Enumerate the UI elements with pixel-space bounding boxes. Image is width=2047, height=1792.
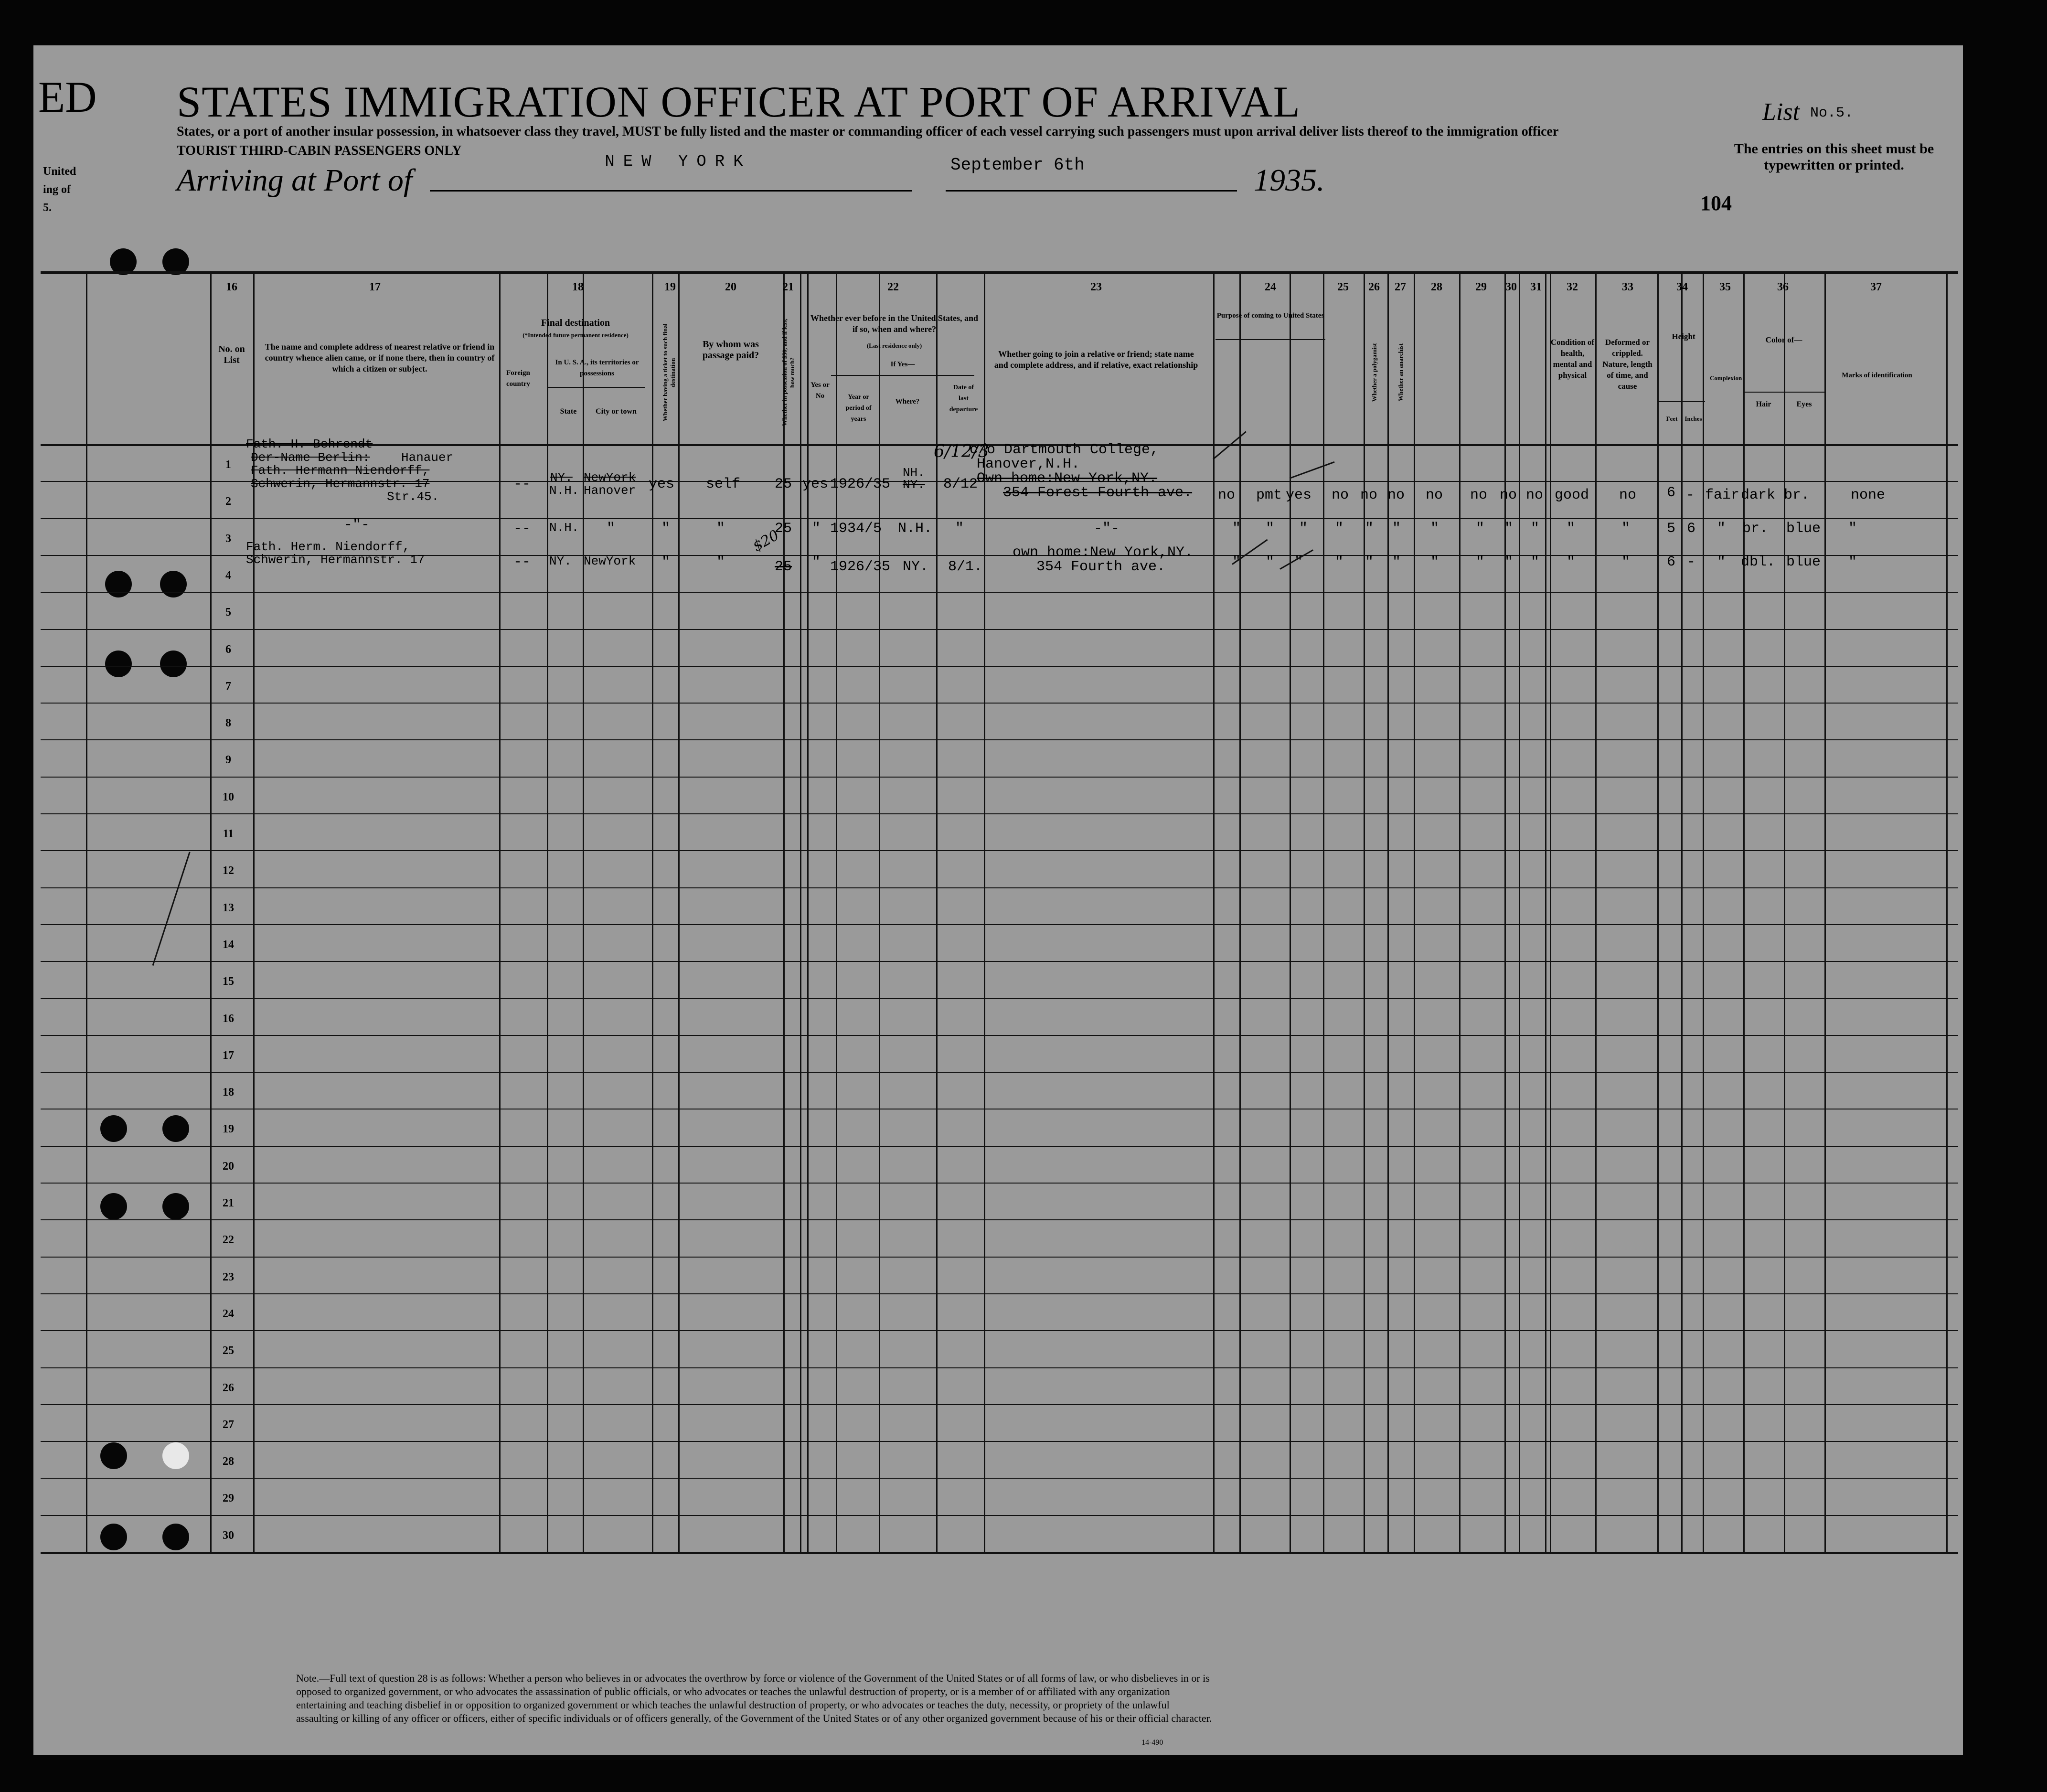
row-number: 9 xyxy=(225,754,231,767)
col-heading-anarchist: Whether an anarchist xyxy=(1397,343,1404,402)
row-rule xyxy=(41,518,1958,519)
join-address: own home:New York,NY. xyxy=(1013,544,1194,561)
foreign-country: -- xyxy=(513,476,531,492)
health: " xyxy=(1567,554,1576,570)
col31: " xyxy=(1531,554,1540,570)
passenger-class: TOURIST THIRD-CABIN PASSENGERS ONLY xyxy=(177,143,462,158)
column-rule xyxy=(783,271,785,1552)
column-number: 22 xyxy=(887,281,899,293)
list-number: No.5. xyxy=(1810,105,1854,121)
column-rule xyxy=(936,271,938,1552)
intend-to-reside: yes xyxy=(1286,487,1312,503)
column-rule xyxy=(1743,271,1745,1552)
col-heading-height: Height xyxy=(1672,332,1695,341)
money: 25 xyxy=(775,559,792,575)
col-heading-color-of: Color of— xyxy=(1765,335,1802,344)
column-rule xyxy=(1703,271,1704,1552)
foreign-country: -- xyxy=(513,521,531,537)
city: Hanover xyxy=(584,483,636,498)
list-note: The entries on this sheet must be typewritten or printed. xyxy=(1734,141,1934,173)
list-label: List xyxy=(1762,98,1800,126)
column-number: 30 xyxy=(1505,281,1517,293)
join-address: c/o Dartmouth College, xyxy=(970,442,1159,458)
row-rule xyxy=(41,1257,1958,1258)
row-number: 21 xyxy=(223,1197,234,1209)
row-number: 2 xyxy=(225,495,231,508)
last-departure: 8/1. xyxy=(948,559,983,575)
row-rule xyxy=(41,998,1958,999)
punch-hole xyxy=(100,1442,127,1469)
punch-hole xyxy=(162,1442,189,1469)
where: NH. xyxy=(903,466,925,480)
row-number: 5 xyxy=(225,606,231,619)
column-rule xyxy=(807,271,809,1552)
row-rule xyxy=(41,1035,1958,1036)
row-rule xyxy=(41,1293,1958,1294)
row-number: 19 xyxy=(223,1123,234,1136)
row-number: 8 xyxy=(225,717,231,730)
last-departure: 8/12 xyxy=(943,476,978,492)
row-number: 1 xyxy=(225,459,231,471)
col-heading-paid-by: By whom was passage paid? xyxy=(702,339,759,361)
sub-rule xyxy=(1743,392,1824,393)
row-rule xyxy=(41,1478,1958,1479)
health: " xyxy=(1567,521,1576,537)
col28: no xyxy=(1426,487,1443,503)
col-heading-hair: Hair xyxy=(1756,400,1771,408)
row-number: 20 xyxy=(223,1160,234,1173)
deformed: " xyxy=(1621,554,1631,570)
col-heading-list-no: No. on List xyxy=(218,344,245,365)
punch-hole xyxy=(105,651,132,677)
row-number: 15 xyxy=(223,975,234,988)
anarchist: no xyxy=(1387,487,1405,503)
col-heading-years: Year or period of years xyxy=(845,394,872,423)
form-subtitle: States, or a port of another insular possession, in whatsoever class they travel, MUST be fully listed and the master or commanding officer of each vessel carrying such passengers must upon arrival deliver lists thereof to the immigration officer xyxy=(177,124,1559,139)
join-struck: Own home:New York,NY. xyxy=(977,470,1158,487)
money: 25 xyxy=(775,476,792,492)
column-rule xyxy=(1364,271,1365,1552)
column-rule xyxy=(1504,271,1506,1552)
column-rule xyxy=(652,271,653,1552)
col-heading-where: Where? xyxy=(895,398,920,405)
height-feet: 5 xyxy=(1667,521,1676,537)
column-rule xyxy=(1681,271,1683,1552)
height-inches: - xyxy=(1686,487,1695,503)
sub-rule xyxy=(1215,339,1325,340)
col25: " xyxy=(1335,554,1344,570)
column-rule xyxy=(547,271,548,1552)
col-heading-final-destination-note: (*Intended future permanent residence) xyxy=(522,331,629,339)
column-number: 16 xyxy=(226,281,237,293)
row-number: 3 xyxy=(225,532,231,545)
row-rule xyxy=(41,850,1958,851)
column-number: 20 xyxy=(725,281,736,293)
column-number: 27 xyxy=(1395,281,1406,293)
col-heading-if-yes: If Yes— xyxy=(890,361,915,368)
row-rule xyxy=(41,1183,1958,1184)
arrival-date: September 6th xyxy=(950,155,1085,175)
punch-hole xyxy=(160,651,187,677)
relative-address: -"- xyxy=(344,517,370,533)
relative-address: Schwerin, Hermannstr. 17 xyxy=(246,553,425,567)
length-of-stay: " xyxy=(1266,521,1275,537)
sub-rule xyxy=(1657,401,1705,402)
punch-hole xyxy=(162,1524,189,1550)
column-number: 34 xyxy=(1676,281,1688,293)
row-rule xyxy=(41,1146,1958,1147)
length-of-stay: pmt xyxy=(1256,487,1282,503)
row-number: 7 xyxy=(225,680,231,693)
col28: " xyxy=(1430,521,1439,537)
col-heading-polygamist: Whether a polygamist xyxy=(1371,343,1378,402)
col-heading-inches: Inches xyxy=(1685,415,1702,422)
city: NewYork xyxy=(584,554,636,568)
col-heading-deformed: Deformed or crippled. Nature, length of time, and cause xyxy=(1602,338,1653,391)
col-heading-before-in-us: Whether ever before in the United States, and if so, when and where? xyxy=(810,313,978,334)
intend-to-reside: " xyxy=(1299,521,1308,537)
sheet-number: 104 xyxy=(1700,192,1732,215)
join-address: -"- xyxy=(1094,521,1120,537)
left-edge-heading: ED xyxy=(38,73,97,121)
column-rule xyxy=(1824,271,1826,1552)
manifest-sheet xyxy=(33,45,1963,1755)
col30: no xyxy=(1500,487,1517,503)
row-rule xyxy=(41,1515,1958,1516)
col25: no xyxy=(1332,487,1349,503)
col-heading-marks: Marks of identification xyxy=(1842,372,1912,379)
punch-hole xyxy=(160,571,187,597)
purpose: " xyxy=(1232,554,1241,570)
column-number: 19 xyxy=(664,281,676,293)
punch-hole xyxy=(162,1193,189,1220)
col-heading-eyes: Eyes xyxy=(1796,400,1812,408)
column-rule xyxy=(1657,271,1659,1552)
column-number: 32 xyxy=(1567,281,1578,293)
col-heading-purpose: Purpose of coming to United States xyxy=(1216,312,1324,320)
col-heading-feet: Feet xyxy=(1666,415,1678,422)
column-rule xyxy=(1595,271,1597,1552)
row-number: 10 xyxy=(223,790,234,803)
col-heading-yes-no: Yes or No xyxy=(810,381,830,400)
column-number: 17 xyxy=(369,281,381,293)
column-rule xyxy=(583,271,584,1552)
arrival-year: 1935. xyxy=(1254,163,1325,198)
column-rule xyxy=(1519,271,1520,1552)
polygamist: " xyxy=(1365,521,1374,537)
before-in-us: " xyxy=(812,554,821,570)
row-number: 14 xyxy=(223,938,234,951)
punch-hole xyxy=(162,1115,189,1142)
foreign-country: -- xyxy=(513,554,531,570)
col25: " xyxy=(1335,521,1344,537)
height-feet: 6 xyxy=(1667,485,1676,501)
paid-by: " xyxy=(716,554,725,570)
column-rule xyxy=(879,271,880,1552)
row-number: 25 xyxy=(223,1344,234,1357)
row-number: 27 xyxy=(223,1418,234,1431)
punch-hole xyxy=(100,1524,127,1550)
eye-color: blue xyxy=(1786,521,1821,537)
footnote: Note.—Full text of question 28 is as follows: Whether a person who believes in or advocates the overthrow by force or violence of the Government of the United States or of all forms of law, or who disbelieves in or is opposed to organized government, or who advocates the assassination of public officials, or who advocates or teaches the unlawful destruction of property, or is a member of or affiliated with any organization entertaining and teaching disbelief in or opposition to organized government or which teaches the unlawful destruction of property, or who advocates or teaches the duty, necessity, or propriety of the unlawful assaulting or killing of any officer or officers, either of specific individuals or of officers generally, of the Government of the United States or of any other organized government because of his or their official character. xyxy=(296,1672,1212,1724)
row-number: 4 xyxy=(225,569,231,582)
identification-marks: none xyxy=(1851,487,1886,503)
column-rule xyxy=(1414,271,1415,1552)
complexion: " xyxy=(1717,554,1726,570)
left-edge-text xyxy=(43,162,76,217)
port-underline xyxy=(430,190,912,192)
column-rule xyxy=(1239,271,1241,1552)
punch-hole xyxy=(100,1115,127,1142)
column-number: 23 xyxy=(1090,281,1102,293)
col-heading-final-destination: Final destination xyxy=(541,318,610,328)
where: NY. xyxy=(903,559,929,575)
column-rule xyxy=(1784,271,1785,1552)
col29: " xyxy=(1476,554,1485,570)
height-inches: - xyxy=(1687,554,1696,570)
relative-address: Str.45. xyxy=(387,490,439,504)
city-struck: NewYork xyxy=(584,470,636,485)
handwritten-note: 6/12/3 xyxy=(934,442,989,461)
col29: " xyxy=(1476,521,1485,537)
deformed: no xyxy=(1619,487,1637,503)
col-heading-departure: Date of last departure xyxy=(949,384,978,413)
column-number: 25 xyxy=(1337,281,1349,293)
column-rule xyxy=(499,271,501,1552)
hair-color: dbl. xyxy=(1741,554,1776,570)
col31: " xyxy=(1531,521,1540,537)
row-rule xyxy=(41,1367,1958,1368)
column-number: 37 xyxy=(1870,281,1882,293)
join-address: 354 Fourth ave. xyxy=(1036,559,1166,575)
city: " xyxy=(607,521,616,537)
row-number: 17 xyxy=(223,1049,234,1062)
punch-hole xyxy=(100,1193,127,1220)
before-in-us: yes xyxy=(802,476,829,492)
column-rule xyxy=(1545,271,1546,1552)
column-number: 18 xyxy=(572,281,584,293)
col-heading-health: Condition of health, mental and physical xyxy=(1550,338,1595,380)
row-number: 16 xyxy=(223,1012,234,1025)
row-number: 30 xyxy=(223,1529,234,1542)
col-heading-relative: The name and complete address of nearest relative or friend in country whence alien came, or if none there, then in country of which a citizen or subject. xyxy=(265,342,495,373)
table-top-rule xyxy=(41,271,1958,274)
form-code: 14-490 xyxy=(1141,1739,1163,1747)
col-heading-complexion: Complexion xyxy=(1710,374,1742,382)
years: 1926/35 xyxy=(830,559,891,575)
row-rule xyxy=(41,739,1958,740)
row-rule xyxy=(41,1552,1958,1554)
state: N.H. xyxy=(549,483,579,498)
row-number: 29 xyxy=(223,1492,234,1505)
row-rule xyxy=(41,924,1958,925)
column-rule xyxy=(1946,271,1948,1552)
column-rule xyxy=(1290,271,1291,1552)
row-rule xyxy=(41,1072,1958,1073)
column-number: 31 xyxy=(1530,281,1542,293)
date-underline xyxy=(946,190,1237,192)
where: N.H. xyxy=(898,521,933,537)
state: NY. xyxy=(549,554,572,568)
form-title: STATES IMMIGRATION OFFICER AT PORT OF ARRIVAL xyxy=(177,77,1301,126)
col30: " xyxy=(1504,521,1514,537)
column-number: 36 xyxy=(1777,281,1789,293)
col31: no xyxy=(1526,487,1544,503)
purpose: no xyxy=(1218,487,1236,503)
paid-by: " xyxy=(716,521,725,537)
col-heading-usa: In U. S. A., its territories or possessions xyxy=(555,359,639,377)
join-address: Hanover,N.H. xyxy=(977,456,1080,472)
col-heading-city: City or town xyxy=(596,407,637,416)
relative-struck: Fath. H. Behrendt xyxy=(246,437,373,451)
column-rule xyxy=(1323,271,1324,1552)
row-number: 23 xyxy=(223,1270,234,1283)
row-rule xyxy=(41,1404,1958,1405)
eye-color: br. xyxy=(1784,487,1810,503)
relative-address: Fath. Herm. Niendorff, xyxy=(246,540,410,554)
column-number: 29 xyxy=(1475,281,1487,293)
row-number: 12 xyxy=(223,864,234,877)
anarchist: " xyxy=(1392,554,1401,570)
column-number: 24 xyxy=(1265,281,1276,293)
port-value: NEW YORK xyxy=(605,153,752,171)
ticket: " xyxy=(661,554,671,570)
col-heading-money: Whether in possession of $50, and if less, how much? xyxy=(781,319,796,427)
left-edge-line: ing of xyxy=(43,183,71,196)
anarchist: " xyxy=(1392,521,1401,537)
row-rule xyxy=(41,887,1958,888)
relative-address: Hanauer xyxy=(401,450,454,465)
row-number: 18 xyxy=(223,1086,234,1099)
row-rule xyxy=(41,1330,1958,1331)
row-rule xyxy=(41,813,1958,814)
column-number: 21 xyxy=(782,281,794,293)
hair-color: br. xyxy=(1742,521,1769,537)
row-number: 22 xyxy=(223,1234,234,1247)
purpose: " xyxy=(1232,521,1241,537)
row-rule xyxy=(41,777,1958,778)
state-struck: NY. xyxy=(550,470,573,485)
col-heading-join: Whether going to join a relative or friend; state name and complete address, and if relative, exact relationship xyxy=(994,349,1198,370)
deformed: " xyxy=(1621,521,1631,537)
sub-rule xyxy=(547,387,645,388)
column-number: 28 xyxy=(1431,281,1442,293)
row-rule xyxy=(41,1219,1958,1220)
col29: no xyxy=(1470,487,1488,503)
col28: " xyxy=(1430,554,1439,570)
height-inches: 6 xyxy=(1687,521,1696,537)
length-of-stay: " xyxy=(1266,554,1275,570)
column-rule xyxy=(1213,271,1215,1552)
years: 1926/35 xyxy=(830,476,891,492)
handwritten-note: $20 xyxy=(750,527,782,555)
health: good xyxy=(1555,487,1589,503)
column-rule xyxy=(1550,271,1551,1552)
relative-struck: Fath. Hermann Niendorff, xyxy=(251,463,430,478)
polygamist: no xyxy=(1360,487,1378,503)
column-number: 35 xyxy=(1719,281,1731,293)
row-number: 13 xyxy=(223,901,234,914)
sub-rule xyxy=(831,375,974,376)
arriving-label: Arriving at Port of xyxy=(177,163,413,198)
hair-color: dark xyxy=(1741,487,1776,503)
before-in-us: " xyxy=(812,521,821,537)
punch-hole xyxy=(105,571,132,597)
row-number: 6 xyxy=(225,643,231,656)
relative-struck: Schwerin, Hermannstr. 17 xyxy=(251,477,430,491)
row-rule xyxy=(41,592,1958,593)
intend-to-reside: " xyxy=(1294,554,1303,570)
join-struck: 354 Forest Fourth ave. xyxy=(1003,485,1193,501)
row-rule xyxy=(41,1441,1958,1442)
ticket: " xyxy=(661,521,671,537)
row-number: 26 xyxy=(223,1381,234,1394)
column-rule xyxy=(800,271,801,1552)
row-number: 24 xyxy=(223,1307,234,1320)
column-rule xyxy=(678,271,680,1552)
complexion: fair xyxy=(1705,487,1740,503)
row-number: 11 xyxy=(223,828,234,840)
row-rule xyxy=(41,961,1958,962)
column-number: 33 xyxy=(1622,281,1633,293)
column-rule xyxy=(1387,271,1389,1552)
row-rule xyxy=(41,629,1958,630)
height-feet: 6 xyxy=(1667,554,1676,570)
column-number: 26 xyxy=(1368,281,1380,293)
paid-by: self xyxy=(706,476,741,492)
column-rule xyxy=(1459,271,1461,1552)
col-heading-state: State xyxy=(560,407,577,416)
row-number: 28 xyxy=(223,1455,234,1468)
polygamist: " xyxy=(1365,554,1374,570)
left-edge-line: 5. xyxy=(43,202,52,214)
eye-color: blue xyxy=(1786,554,1821,570)
row-rule xyxy=(41,666,1958,667)
years: 1934/5 xyxy=(830,521,882,537)
col-heading-last-residence: (Last residence only) xyxy=(866,342,922,349)
money: 25 xyxy=(775,521,792,537)
col30: " xyxy=(1504,554,1514,570)
left-edge-line: United xyxy=(43,165,76,178)
where-struck: NY. xyxy=(903,478,925,492)
ticket: yes xyxy=(649,476,675,492)
state: N.H. xyxy=(549,521,579,535)
row-rule xyxy=(41,703,1958,704)
column-rule xyxy=(836,271,837,1552)
last-departure: " xyxy=(955,521,964,537)
identification-marks: " xyxy=(1848,521,1857,537)
col-heading-ticket: Whether having a ticket to such final destination xyxy=(661,323,676,422)
relative-struck: Der-Name Berlin: xyxy=(251,450,370,465)
complexion: " xyxy=(1717,521,1726,537)
col-heading-foreign-country: Foreign country xyxy=(506,369,530,388)
column-rule xyxy=(86,271,87,1552)
identification-marks: " xyxy=(1848,554,1857,570)
